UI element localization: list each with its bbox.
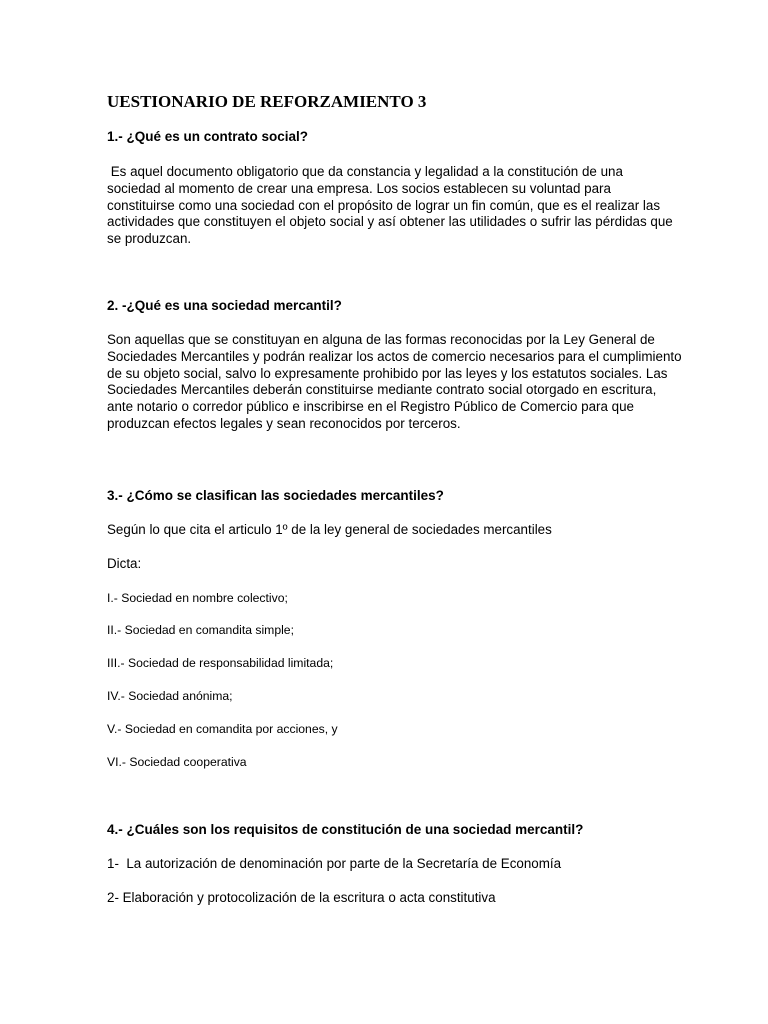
- question-1: 1.- ¿Qué es un contrato social?: [107, 129, 309, 144]
- answer-2: Son aquellas que se constituyan en alguna de las formas reconocidas por la Ley General de Sociedades Mercantiles y podrán realizar los actos de comercio necesarios para el cumplimiento de su objeto social, salvo lo expresamente prohibido por las leyes y los estatutos sociales. Las Sociedades Mercantiles deberán constituirse mediante contrato social otorgado en escritura, ante notario o corredor público e inscribirse en el Registro Público de Comercio para que produzcan efectos legales y sean reconocidos por terceros.: [107, 332, 682, 431]
- document-title: UESTIONARIO DE REFORZAMIENTO 3: [107, 92, 427, 111]
- answer-3-intro: Según lo que cita el articulo 1º de la ley general de sociedades mercantiles: [107, 522, 552, 537]
- question-2: 2. -¿Qué es una sociedad mercantil?: [107, 298, 342, 313]
- list-item: II.- Sociedad en comandita simple;: [107, 623, 294, 637]
- list-item: V.- Sociedad en comandita por acciones, y: [107, 722, 338, 736]
- list-item: IV.- Sociedad anónima;: [107, 689, 233, 703]
- answer-1: Es aquel documento obligatorio que da constancia y legalidad a la constitución de una sociedad al momento de crear una empresa. Los socios establecen su voluntad para constituirse como una sociedad con el propósito de lograr un fin común, que es el realizar las actividades que constituyen el objeto social y así obtener las utilidades o sufrir las pérdidas que se produzcan.: [107, 164, 677, 247]
- list-item: 1- La autorización de denominación por parte de la Secretaría de Economía: [107, 856, 562, 871]
- question-3: 3.- ¿Cómo se clasifican las sociedades mercantiles?: [107, 488, 444, 503]
- question-4: 4.- ¿Cuáles son los requisitos de constitución de una sociedad mercantil?: [107, 822, 584, 837]
- list-item: III.- Sociedad de responsabilidad limitada;: [107, 656, 334, 670]
- list-item: I.- Sociedad en nombre colectivo;: [107, 591, 288, 605]
- list-item: 2- Elaboración y protocolización de la escritura o acta constitutiva: [107, 890, 496, 905]
- answer-3-dicta: Dicta:: [107, 556, 142, 571]
- list-item: VI.- Sociedad cooperativa: [107, 755, 247, 769]
